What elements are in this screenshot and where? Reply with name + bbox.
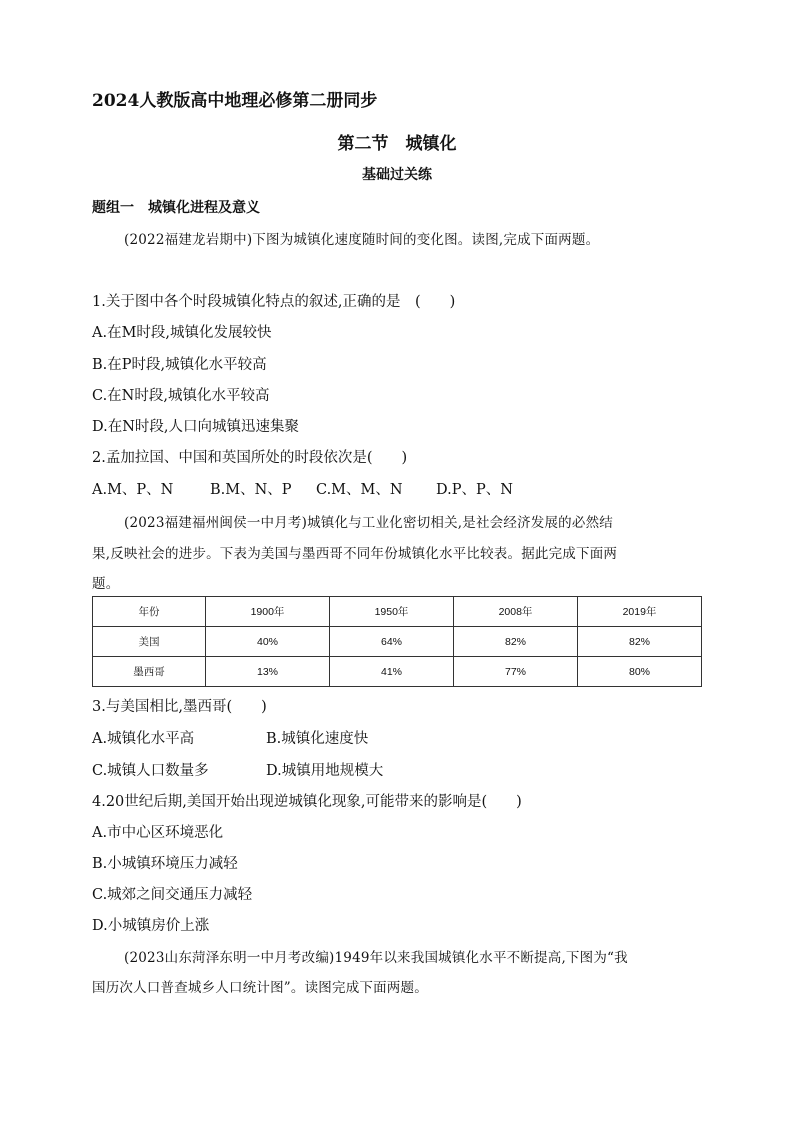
question-3-option-b: B.城镇化速度快	[266, 731, 369, 747]
document-title: 2024人教版高中地理必修第二册同步	[92, 91, 378, 111]
practice-subtitle: 基础过关练	[362, 167, 432, 183]
question-4-option-c: C.城郊之间交通压力减轻	[92, 887, 253, 903]
table-header-cell: 1900年	[206, 597, 330, 627]
table-header-row	[93, 597, 702, 627]
table-cell: 41%	[330, 657, 454, 687]
table-cell: 美国	[93, 627, 206, 657]
question-2-option-a: A.M、P、N	[92, 482, 174, 498]
question-1-option-d: D.在N时段,人口向城镇迅速集聚	[92, 419, 300, 435]
table-row	[93, 627, 702, 657]
question-1-stem: 1.关于图中各个时段城镇化特点的叙述,正确的是 ( )	[92, 294, 456, 310]
intro-paragraph-1: (2022福建龙岩期中)下图为城镇化速度随时间的变化图。读图,完成下面两题。	[124, 232, 600, 248]
table-header-cell: 1950年	[330, 597, 454, 627]
question-3-option-a: A.城镇化水平高	[92, 731, 195, 747]
table-cell: 77%	[454, 657, 578, 687]
question-1-option-b: B.在P时段,城镇化水平较高	[92, 357, 267, 373]
table-cell: 82%	[454, 627, 578, 657]
intro-paragraph-3-line-2: 国历次人口普查城乡人口统计图”。读图完成下面两题。	[92, 980, 428, 996]
table-cell: 墨西哥	[93, 657, 206, 687]
question-group-title: 题组一 城镇化进程及意义	[92, 200, 260, 216]
question-3-option-c: C.城镇人口数量多	[92, 763, 209, 779]
question-3-option-d: D.城镇用地规模大	[266, 763, 384, 779]
question-2-option-b: B.M、N、P	[210, 482, 292, 498]
table-header-cell: 年份	[93, 597, 206, 627]
section-title: 第二节 城镇化	[337, 134, 457, 154]
question-2-stem: 2.孟加拉国、中国和英国所处的时段依次是( )	[92, 450, 408, 466]
intro-paragraph-3-line-1: (2023山东菏泽东明一中月考改编)1949年以来我国城镇化水平不断提高,下图为“我	[124, 950, 628, 966]
urbanization-table	[92, 596, 702, 687]
table-row	[93, 657, 702, 687]
question-1-option-c: C.在N时段,城镇化水平较高	[92, 388, 270, 404]
table-cell: 82%	[578, 627, 702, 657]
question-4-stem: 4.20世纪后期,美国开始出现逆城镇化现象,可能带来的影响是( )	[92, 794, 522, 810]
question-4-option-a: A.市中心区环境恶化	[92, 825, 224, 841]
table-cell: 80%	[578, 657, 702, 687]
question-4-option-d: D.小城镇房价上涨	[92, 918, 210, 934]
question-1-option-a: A.在M时段,城镇化发展较快	[92, 325, 272, 341]
table-cell: 40%	[206, 627, 330, 657]
table-header-cell: 2008年	[454, 597, 578, 627]
question-2-option-d: D.P、P、N	[436, 482, 513, 498]
intro-paragraph-2-line-3: 题。	[92, 576, 120, 592]
table-cell: 13%	[206, 657, 330, 687]
question-2-option-c: C.M、M、N	[316, 482, 403, 498]
intro-paragraph-2-line-2: 果,反映社会的进步。下表为美国与墨西哥不同年份城镇化水平比较表。据此完成下面两	[92, 546, 618, 562]
table-cell: 64%	[330, 627, 454, 657]
intro-paragraph-2-line-1: (2023福建福州闽侯一中月考)城镇化与工业化密切相关,是社会经济发展的必然结	[124, 515, 613, 531]
table-header-cell: 2019年	[578, 597, 702, 627]
question-3-stem: 3.与美国相比,墨西哥( )	[92, 699, 267, 715]
question-4-option-b: B.小城镇环境压力减轻	[92, 856, 238, 872]
